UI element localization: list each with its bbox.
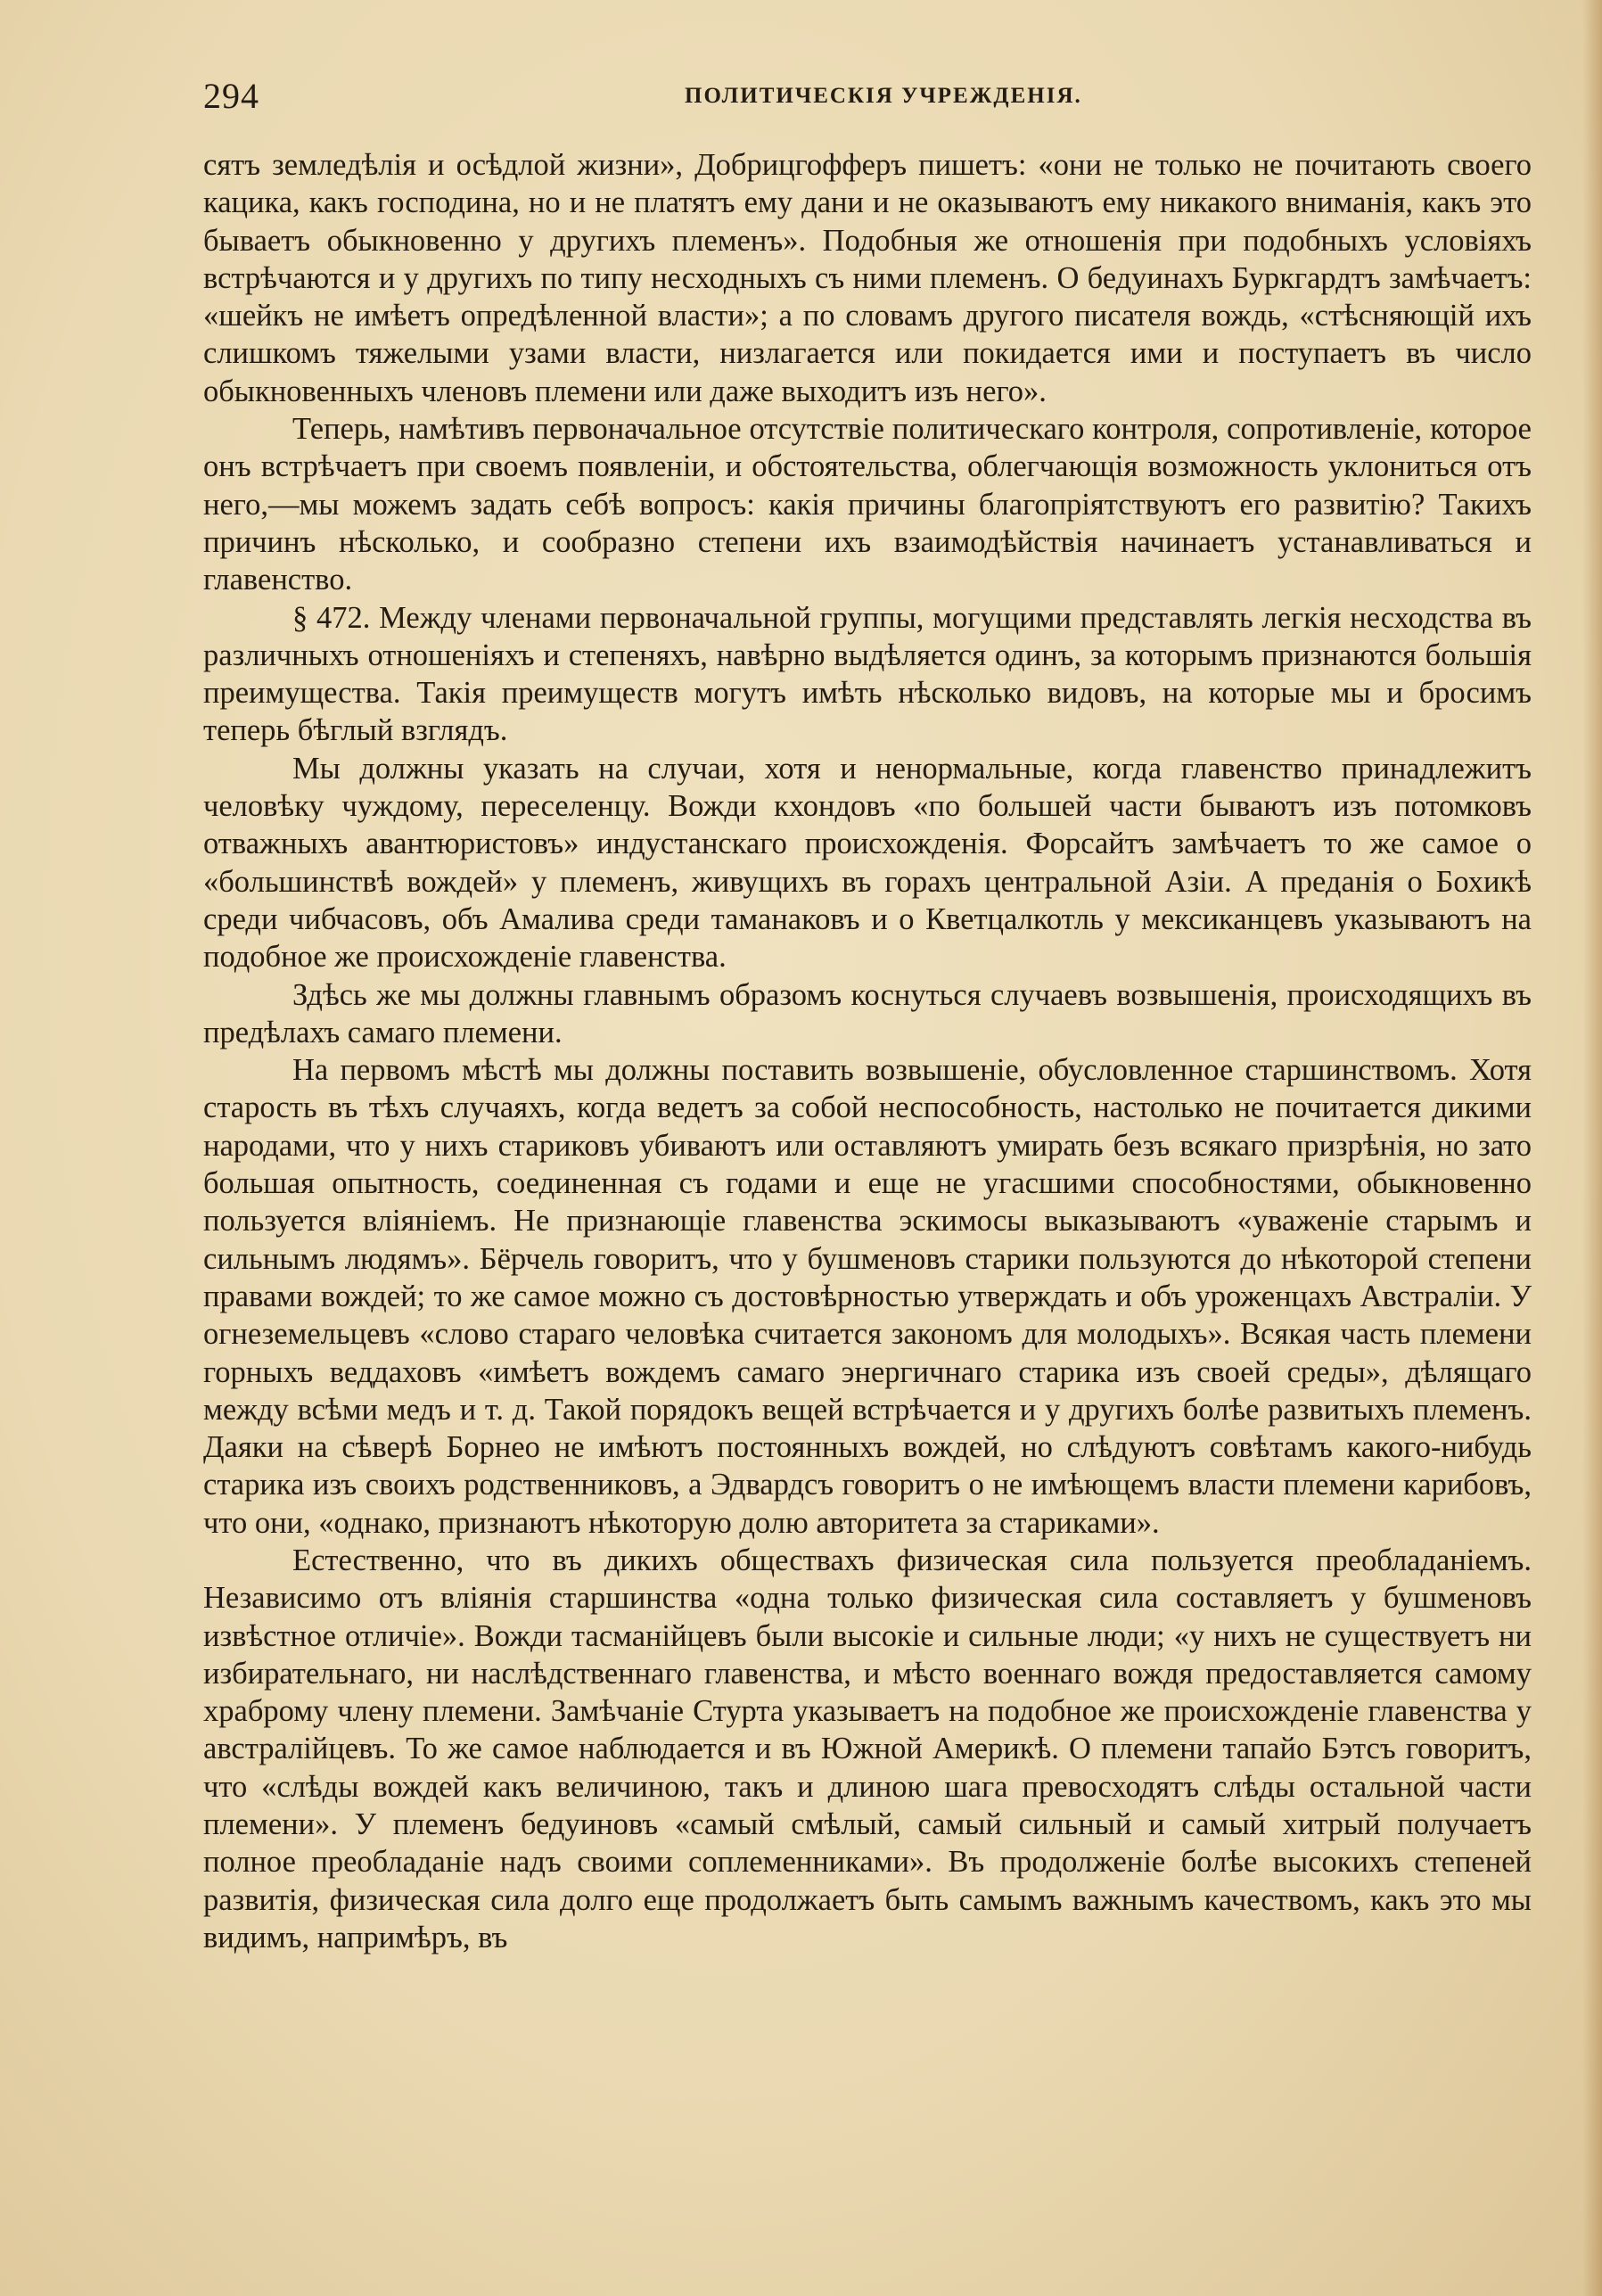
paragraph-section-472: § 472. Между членами первоначальной группы, могущими представлять легкія несходства въ различныхъ отношеніяхъ и степеняхъ, навѣрно выдѣляется одинъ, за которымъ признаются большія преимущества. Такія преимуществ могутъ имѣть нѣсколько видовъ, на которые мы и бросимъ теперь бѣглый взглядъ. — [203, 600, 1532, 748]
paragraph: На первомъ мѣстѣ мы должны поставить возвышеніе, обусловленное старшинствомъ. Хотя старость въ тѣхъ случаяхъ, когда ведетъ за собой неспособность, настолько не почитается дикими народами, что у нихъ стариковъ убиваютъ или оставляютъ умирать безъ всякаго призрѣнія, но зато большая опытность, соединенная съ годами и еще не угасшими способностями, обыкновенно пользуется вліяніемъ. Не признающіе главенства эскимосы выказываютъ «уваженіе старымъ и сильнымъ людямъ». Бёрчель говоритъ, что у бушменовъ старики пользуются до нѣкоторой степени правами вождей; то же самое можно съ достовѣрностью утверждать и объ уроженцахъ Австраліи. У огнеземельцевъ «слово стараго человѣка считается закономъ для молодыхъ». Всякая часть племени горныхъ веддаховъ «имѣетъ вождемъ самаго энергичнаго старика изъ своей среды», дѣлящаго между всѣми медъ и т. д. Такой порядокъ вещей встрѣчается и у другихъ болѣе развитыхъ племенъ. Даяки на сѣверѣ Борнео не имѣютъ постоянныхъ вождей, но слѣдуютъ совѣтамъ какого-нибудь старика изъ своихъ родственниковъ, а Эдвардсъ говоритъ о не имѣющемъ власти племени карибовъ, что они, «однако, признаютъ нѣкоторую долю авторитета за стариками». — [203, 1053, 1532, 1540]
page-header — [203, 75, 1540, 128]
paragraph: Теперь, намѣтивъ первоначальное отсутствіе политическаго контроля, сопротивленіе, которое онъ встрѣчаетъ при своемъ появленіи, и обстоятельства, облегчающія возможность уклониться отъ него,—мы можемъ задать себѣ вопросъ: какія причины благопріятствуютъ его развитію? Такихъ причинъ нѣсколько, и сообразно степени ихъ взаимодѣйствія начинаетъ устанавливаться и главенство. — [203, 412, 1532, 597]
page-number: 294 — [203, 76, 259, 116]
body-text — [203, 146, 1532, 1956]
running-head: ПОЛИТИЧЕСКІЯ УЧРЕЖДЕНІЯ. — [685, 84, 1082, 108]
paragraph: Мы должны указать на случаи, хотя и ненормальные, когда главенство принадлежитъ человѣку чуждому, переселенцу. Вожди кхондовъ «по большей части бываютъ изъ потомковъ отважныхъ авантюристовъ» индустанскаго происхожденія. Форсайтъ замѣчаетъ то же самое о «большинствѣ вождей» у племенъ, живущихъ въ горахъ центральной Азіи. А преданія о Бохикѣ среди чибчасовъ, объ Амалива среди таманаковъ и о Кветцалкотль у мексиканцевъ указываютъ на подобное же происхожденіе главенства. — [203, 751, 1532, 975]
paragraph: Здѣсь же мы должны главнымъ образомъ коснуться случаевъ возвышенія, происходящихъ въ предѣлахъ самаго племени. — [203, 977, 1532, 1049]
page-edge-shadow — [1582, 0, 1602, 2296]
paragraph: сятъ земледѣлія и осѣдлой жизни», Добрицгофферъ пишетъ: «они не только не почитають своего кацика, какъ господина, но и не платятъ ему дани и не оказываютъ ему никакого вниманія, какъ это бываетъ обыкновенно у другихъ племенъ». Подобныя же отношенія при подобныхъ условіяхъ встрѣчаются и у другихъ по типу несходныхъ съ ними племенъ. О бедуинахъ Буркгардтъ замѣчаетъ: «шейкъ не имѣетъ опредѣленной власти»; а по словамъ другого писателя вождь, «стѣсняющій ихъ слишкомъ тяжелыми узами власти, низлагается или покидается ими и поступаетъ въ число обыкновенныхъ членовъ племени или даже выходитъ изъ него». — [203, 148, 1532, 408]
paragraph: Естественно, что въ дикихъ обществахъ физическая сила пользуется преобладаніемъ. Независимо отъ вліянія старшинства «одна только физическая сила составляетъ у бушменовъ извѣстное отличіе». Вожди тасманійцевъ были высокіе и сильные люди; «у нихъ не существуетъ ни избирательнаго, ни наслѣдственнаго главенства, и мѣсто военнаго вождя предоставляется самому храброму члену племени. Замѣчаніе Стурта указываетъ на подобное же происхожденіе главенства у австралійцевъ. То же самое наблюдается и въ Южной Америкѣ. О племени тапайо Бэтсъ говоритъ, что «слѣды вождей какъ величиною, такъ и длиною шага превосходятъ слѣды остальной части племени». У племенъ бедуиновъ «самый смѣлый, самый сильный и самый хитрый получаетъ полное преобладаніе надъ своими соплеменниками». Въ продолженіе болѣе высокихъ степеней развитія, физическая сила долго еще продолжаетъ быть самымъ важнымъ качествомъ, какъ это мы видимъ, напримѣръ, въ — [203, 1543, 1532, 1954]
